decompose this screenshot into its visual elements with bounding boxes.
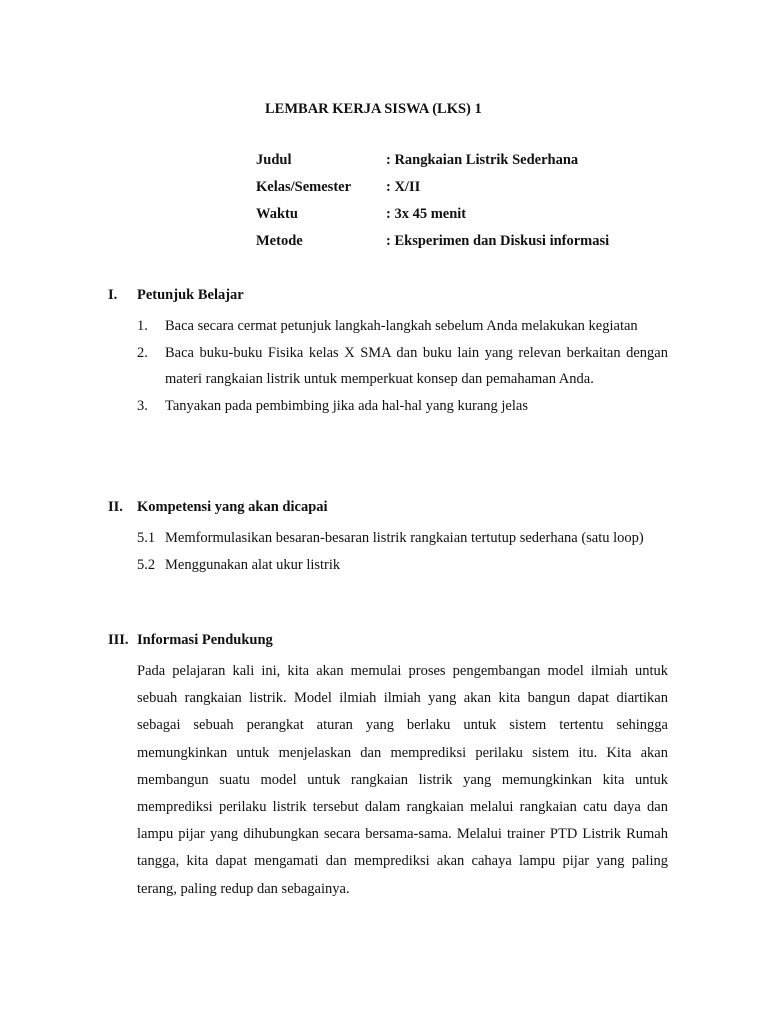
list-item — [137, 340, 668, 393]
item-text: Menggunakan alat ukur listrik — [165, 556, 341, 573]
item-number: 2. — [137, 344, 148, 361]
item-text: Baca buku-buku Fisika kelas X SMA dan buku lain yang relevan berkaitan dengan materi rangkaian listrik untuk memperkuat konsep dan pemahaman Anda. — [165, 344, 668, 387]
item-text: Tanyakan pada pembimbing jika ada hal-hal yang kurang jelas — [165, 397, 528, 414]
meta-label: Judul — [256, 152, 292, 168]
meta-value: : Eksperimen dan Diskusi informasi — [386, 233, 610, 249]
item-number: 1. — [137, 318, 148, 334]
list-item — [137, 552, 668, 579]
section-number: II. — [108, 499, 123, 515]
meta-value: : X/II — [386, 179, 421, 195]
section-heading — [108, 499, 668, 525]
meta-label: Kelas/Semester — [256, 179, 352, 195]
meta-value: : Rangkaian Listrik Sederhana — [386, 152, 579, 168]
section-kompetensi — [108, 499, 668, 578]
section-title: Kompetensi yang akan dicapai — [137, 499, 328, 515]
item-text: Memformulasikan besaran-besaran listrik rangkaian tertutup sederhana (satu loop) — [165, 530, 644, 546]
meta-row-kelas — [256, 179, 696, 206]
meta-label: Waktu — [256, 206, 298, 222]
meta-label: Metode — [256, 233, 303, 249]
competency-list — [137, 525, 668, 578]
section-informasi-pendukung — [108, 632, 668, 903]
section-heading — [108, 287, 668, 313]
section-petunjuk-belajar — [108, 287, 668, 419]
item-number: 3. — [137, 397, 148, 414]
instruction-list — [137, 313, 668, 419]
section-title: Informasi Pendukung — [137, 632, 273, 648]
section-number: III. — [108, 632, 129, 648]
item-number: 5.1 — [137, 530, 156, 546]
meta-row-waktu — [256, 206, 696, 233]
section-title: Petunjuk Belajar — [137, 287, 244, 303]
list-item — [137, 313, 668, 340]
item-text: Baca secara cermat petunjuk langkah-langkah sebelum Anda melakukan kegiatan — [165, 318, 638, 334]
section-number: I. — [108, 287, 118, 303]
meta-row-judul — [256, 152, 696, 179]
meta-value: : 3x 45 menit — [386, 206, 467, 222]
section-heading — [108, 632, 668, 658]
list-item — [137, 393, 668, 420]
list-item — [137, 525, 668, 552]
meta-row-metode — [256, 233, 696, 260]
document-title: LEMBAR KERJA SISWA (LKS) 1 — [265, 101, 482, 117]
body-paragraph: Pada pelajaran kali ini, kita akan memulai proses pengembangan model ilmiah untuk sebuah rangkaian listrik. Model ilmiah ilmiah yang akan kita bangun dapat diartikan sebagai sebuah perangkat aturan yang berlaku untuk sistem tertentu sehingga memungkinkan untuk menjelaskan dan memprediksi perilaku sistem itu. Kita akan membangun suatu model untuk rangkaian listrik yang memungkinkan kita untuk memprediksi perilaku listrik tersebut dalam rangkaian melalui rangkaian catu daya dan lampu pijar yang dihubungkan secara bersama-sama. Melalui trainer PTD Listrik Rumah tangga, kita dapat mengamati dan memprediksi akan cahaya lampu pijar yang paling terang, paling redup dan sebagainya. — [137, 663, 668, 897]
item-number: 5.2 — [137, 556, 156, 573]
meta-table — [256, 152, 696, 260]
